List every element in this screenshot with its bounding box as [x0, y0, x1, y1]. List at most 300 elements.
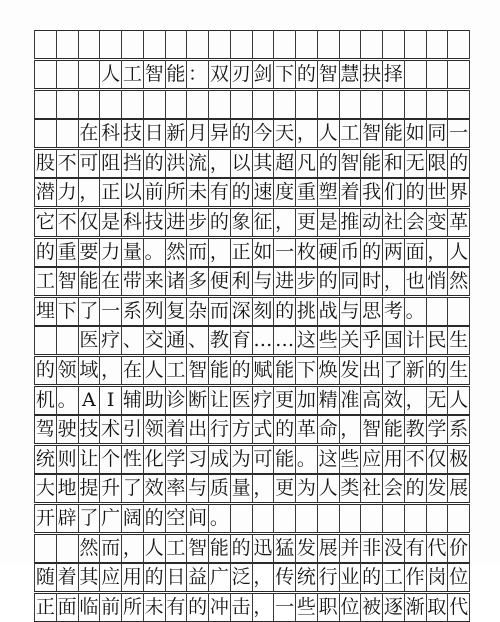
- grid-cell: 重: [56, 238, 78, 267]
- grid-cell: 能: [78, 267, 100, 296]
- grid-cell: 不: [404, 445, 426, 474]
- grid-cell: [447, 90, 470, 119]
- grid-cell: 医: [78, 326, 100, 355]
- grid-cell: …: [273, 326, 295, 355]
- grid-cell: 地: [56, 474, 78, 503]
- grid-cell: ，: [208, 149, 230, 178]
- grid-cell: [56, 60, 78, 89]
- grid-cell: 深: [230, 297, 252, 326]
- grid-cell: 的: [273, 415, 295, 444]
- title-row: [34, 60, 470, 89]
- grid-cell: 进: [165, 208, 187, 237]
- grid-cell: 塑: [317, 178, 339, 207]
- grid-cell: 今: [252, 119, 274, 148]
- text-row: [34, 149, 470, 178]
- grid-cell: 能: [165, 60, 187, 89]
- grid-cell: [165, 30, 187, 59]
- grid-cell: 新: [165, 119, 187, 148]
- grid-cell: ，: [273, 208, 295, 237]
- grid-cell: 是: [317, 208, 339, 237]
- grid-cell: 刻: [252, 297, 274, 326]
- grid-cell: 界: [447, 178, 470, 207]
- grid-cell: 生: [447, 326, 470, 355]
- grid-cell: [208, 90, 230, 119]
- grid-cell: 统: [34, 445, 56, 474]
- grid-cell: 剑: [252, 60, 274, 89]
- grid-cell: 质: [208, 474, 230, 503]
- grid-cell: [121, 90, 143, 119]
- grid-cell: 能: [208, 356, 230, 385]
- grid-cell: 更: [295, 208, 317, 237]
- grid-cell: 引: [121, 415, 143, 444]
- grid-cell: 交: [143, 326, 165, 355]
- grid-cell: 广: [99, 504, 121, 533]
- grid-cell: 人: [447, 238, 470, 267]
- grid-cell: 驾: [34, 415, 56, 444]
- grid-cell: 带: [121, 267, 143, 296]
- grid-cell: 智: [360, 415, 382, 444]
- grid-cell: 下: [56, 297, 78, 326]
- grid-cell: 未: [143, 593, 165, 622]
- grid-cell: 业: [339, 563, 361, 592]
- grid-cell: 科: [121, 208, 143, 237]
- grid-cell: 工: [339, 119, 361, 148]
- grid-cell: 育: [230, 326, 252, 355]
- grid-cell: 以: [121, 178, 143, 207]
- grid-cell: 的: [143, 149, 165, 178]
- grid-cell: [404, 90, 426, 119]
- grid-cell: 些: [295, 593, 317, 622]
- grid-cell: 学: [165, 445, 187, 474]
- grid-cell: 行: [317, 563, 339, 592]
- grid-cell: [99, 90, 121, 119]
- grid-cell: 推: [339, 208, 361, 237]
- grid-cell: 效: [143, 474, 165, 503]
- grid-cell: 工: [165, 356, 187, 385]
- grid-cell: 能: [273, 445, 295, 474]
- grid-cell: 了: [78, 504, 100, 533]
- grid-cell: 而: [99, 534, 121, 563]
- grid-cell: 挑: [295, 297, 317, 326]
- text-row: [34, 474, 470, 503]
- grid-cell: 的: [34, 238, 56, 267]
- grid-cell: 诸: [165, 267, 187, 296]
- grid-cell: 列: [143, 297, 165, 326]
- grid-cell: 社: [360, 474, 382, 503]
- grid-cell: 、: [186, 326, 208, 355]
- grid-cell: 步: [186, 208, 208, 237]
- grid-cell: 教: [208, 326, 230, 355]
- grid-cell: ，: [382, 267, 404, 296]
- grid-cell: 的: [295, 60, 317, 89]
- text-row: [34, 326, 470, 355]
- grid-cell: 的: [230, 534, 252, 563]
- grid-cell: 未: [186, 178, 208, 207]
- grid-cell: 作: [404, 563, 426, 592]
- grid-cell: 加: [295, 386, 317, 415]
- grid-cell: 正: [230, 238, 252, 267]
- grid-cell: [404, 60, 426, 89]
- grid-cell: 出: [360, 356, 382, 385]
- grid-cell: 新: [404, 356, 426, 385]
- grid-cell: ，: [208, 238, 230, 267]
- grid-cell: 没: [382, 534, 404, 563]
- grid-cell: [165, 90, 187, 119]
- grid-cell: 应: [360, 445, 382, 474]
- grid-cell: 象: [230, 208, 252, 237]
- grid-cell: 有: [404, 534, 426, 563]
- grid-cell: 月: [186, 119, 208, 148]
- grid-cell: 考: [382, 297, 404, 326]
- grid-cell: 极: [447, 445, 470, 474]
- grid-cell: 提: [78, 474, 100, 503]
- grid-cell: 些: [317, 326, 339, 355]
- grid-cell: 能: [382, 119, 404, 148]
- grid-cell: 一: [273, 238, 295, 267]
- grid-cell: [208, 30, 230, 59]
- grid-cell: 不: [56, 149, 78, 178]
- grid-cell: 统: [295, 563, 317, 592]
- grid-cell: 计: [404, 326, 426, 355]
- grid-cell: [34, 534, 56, 563]
- grid-cell: 然: [165, 238, 187, 267]
- grid-cell: 的: [208, 208, 230, 237]
- grid-cell: 力: [99, 238, 121, 267]
- grid-cell: 广: [208, 563, 230, 592]
- grid-cell: 凡: [295, 149, 317, 178]
- grid-cell: …: [252, 326, 274, 355]
- grid-cell: 能: [360, 149, 382, 178]
- grid-cell: 阔: [121, 504, 143, 533]
- grid-cell: 的: [273, 297, 295, 326]
- text-row: [34, 267, 470, 296]
- grid-cell: 来: [143, 267, 165, 296]
- grid-cell: 并: [339, 534, 361, 563]
- grid-cell: 用: [382, 445, 404, 474]
- grid-cell: 空: [165, 504, 187, 533]
- grid-cell: 在: [78, 119, 100, 148]
- grid-cell: 、: [121, 326, 143, 355]
- grid-cell: 量: [121, 238, 143, 267]
- grid-cell: 价: [447, 534, 470, 563]
- grid-cell: 的: [230, 119, 252, 148]
- grid-cell: [447, 504, 470, 533]
- grid-cell: 革: [295, 415, 317, 444]
- grid-cell: 工: [34, 267, 56, 296]
- grid-cell: 赋: [252, 356, 274, 385]
- grid-cell: 着: [56, 563, 78, 592]
- grid-cell: [252, 90, 274, 119]
- grid-cell: 同: [339, 267, 361, 296]
- grid-cell: 准: [339, 386, 361, 415]
- grid-cell: 机: [34, 386, 56, 415]
- grid-cell: 。: [404, 297, 426, 326]
- grid-cell: [447, 60, 470, 89]
- grid-cell: [34, 119, 56, 148]
- grid-cell: 步: [295, 267, 317, 296]
- grid-cell: 能: [208, 534, 230, 563]
- grid-cell: 猛: [273, 534, 295, 563]
- grid-cell: 会: [404, 208, 426, 237]
- grid-cell: 驶: [56, 415, 78, 444]
- text-row: [34, 563, 470, 592]
- grid-cell: 世: [426, 178, 448, 207]
- grid-cell: 应: [99, 563, 121, 592]
- grid-cell: [339, 90, 361, 119]
- grid-cell: 代: [447, 593, 470, 622]
- grid-cell: 杂: [186, 297, 208, 326]
- grid-cell: [56, 30, 78, 59]
- grid-cell: [295, 504, 317, 533]
- grid-cell: [426, 90, 448, 119]
- grid-cell: 面: [56, 593, 78, 622]
- grid-cell: 了: [121, 474, 143, 503]
- grid-cell: 工: [382, 563, 404, 592]
- grid-cell: 流: [186, 149, 208, 178]
- grid-cell: 传: [273, 563, 295, 592]
- grid-cell: 能: [382, 415, 404, 444]
- grid-cell: [339, 30, 361, 59]
- grid-cell: 战: [317, 297, 339, 326]
- grid-cell: 两: [382, 238, 404, 267]
- grid-cell: 着: [165, 415, 187, 444]
- grid-cell: 技: [78, 415, 100, 444]
- grid-cell: [78, 30, 100, 59]
- grid-cell: 日: [165, 563, 187, 592]
- grid-cell: [360, 30, 382, 59]
- grid-cell: 了: [382, 356, 404, 385]
- grid-cell: I: [99, 386, 121, 415]
- grid-cell: 的: [186, 593, 208, 622]
- text-row: [34, 593, 470, 622]
- grid-cell: 正: [34, 593, 56, 622]
- grid-cell: 人: [317, 119, 339, 148]
- grid-cell: 则: [56, 445, 78, 474]
- grid-cell: 我: [360, 178, 382, 207]
- grid-cell: 力: [56, 178, 78, 207]
- grid-cell: 慧: [339, 60, 361, 89]
- grid-cell: 的: [404, 178, 426, 207]
- grid-cell: 与: [186, 474, 208, 503]
- text-row: [34, 297, 470, 326]
- grid-cell: 它: [34, 208, 56, 237]
- grid-cell: 为: [230, 445, 252, 474]
- grid-cell: 会: [382, 474, 404, 503]
- grid-cell: [382, 504, 404, 533]
- grid-cell: 前: [99, 593, 121, 622]
- grid-cell: [360, 504, 382, 533]
- grid-cell: 助: [143, 386, 165, 415]
- grid-cell: [426, 60, 448, 89]
- grid-cell: 发: [295, 534, 317, 563]
- grid-cell: [426, 504, 448, 533]
- grid-cell: 泛: [230, 563, 252, 592]
- grid-cell: 渐: [404, 593, 426, 622]
- grid-cell: 股: [34, 149, 56, 178]
- grid-cell: [317, 90, 339, 119]
- grid-cell: ，: [121, 534, 143, 563]
- grid-cell: 也: [404, 267, 426, 296]
- grid-cell: 革: [447, 208, 470, 237]
- grid-cell: 异: [208, 119, 230, 148]
- grid-cell: 变: [426, 208, 448, 237]
- grid-cell: 人: [99, 60, 121, 89]
- grid-cell: [273, 90, 295, 119]
- grid-cell: 性: [121, 445, 143, 474]
- grid-cell: 抉: [360, 60, 382, 89]
- grid-cell: ，: [252, 563, 274, 592]
- grid-cell: 所: [165, 178, 187, 207]
- grid-cell: [426, 297, 448, 326]
- grid-cell: 医: [230, 386, 252, 415]
- grid-cell: 取: [426, 593, 448, 622]
- grid-cell: [339, 504, 361, 533]
- grid-cell: [230, 504, 252, 533]
- grid-cell: 职: [317, 593, 339, 622]
- grid-cell: 开: [34, 504, 56, 533]
- grid-cell: 让: [208, 386, 230, 415]
- grid-cell: 智: [186, 356, 208, 385]
- grid-cell: 岗: [426, 563, 448, 592]
- grid-cell: [143, 90, 165, 119]
- grid-cell: 科: [99, 119, 121, 148]
- grid-cell: 可: [78, 149, 100, 178]
- grid-cell: 智: [56, 267, 78, 296]
- grid-cell: 这: [295, 326, 317, 355]
- grid-cell: 效: [382, 386, 404, 415]
- text-row: [34, 504, 470, 533]
- grid-cell: 复: [165, 297, 187, 326]
- grid-cell: 益: [186, 563, 208, 592]
- grid-cell: 疗: [99, 326, 121, 355]
- grid-cell: 与: [252, 267, 274, 296]
- grid-cell: 在: [121, 356, 143, 385]
- grid-cell: 如: [404, 119, 426, 148]
- grid-cell: 。: [143, 238, 165, 267]
- grid-cell: 下: [273, 60, 295, 89]
- grid-cell: 式: [252, 415, 274, 444]
- grid-cell: 展: [317, 534, 339, 563]
- grid-cell: 的: [426, 356, 448, 385]
- grid-cell: 的: [360, 563, 382, 592]
- grid-cell: 辅: [121, 386, 143, 415]
- grid-cell: [252, 504, 274, 533]
- grid-cell: 非: [360, 534, 382, 563]
- text-row: [34, 178, 470, 207]
- grid-cell: 系: [121, 297, 143, 326]
- grid-cell: 日: [143, 119, 165, 148]
- grid-cell: 代: [426, 534, 448, 563]
- grid-cell: 重: [295, 178, 317, 207]
- grid-cell: [34, 60, 56, 89]
- grid-cell: [273, 30, 295, 59]
- grid-cell: 有: [165, 593, 187, 622]
- grid-cell: 可: [252, 445, 274, 474]
- grid-cell: 智: [317, 60, 339, 89]
- grid-cell: 临: [78, 593, 100, 622]
- grid-cell: ，: [252, 593, 274, 622]
- grid-cell: [404, 504, 426, 533]
- grid-cell: 仅: [426, 445, 448, 474]
- text-row: [34, 90, 470, 119]
- text-row: [34, 356, 470, 385]
- grid-cell: 多: [186, 267, 208, 296]
- grid-cell: 更: [273, 474, 295, 503]
- grid-cell: 前: [143, 178, 165, 207]
- grid-cell: 在: [99, 267, 121, 296]
- text-row: [34, 208, 470, 237]
- grid-cell: 成: [208, 445, 230, 474]
- grid-cell: [99, 30, 121, 59]
- grid-cell: 技: [143, 208, 165, 237]
- grid-cell: 面: [404, 238, 426, 267]
- grid-cell: 天: [273, 119, 295, 148]
- grid-cell: 领: [143, 415, 165, 444]
- grid-cell: 冲: [208, 593, 230, 622]
- grid-cell: 乎: [360, 326, 382, 355]
- grid-cell: ，: [252, 474, 274, 503]
- grid-cell: 命: [317, 415, 339, 444]
- grid-cell: 位: [447, 563, 470, 592]
- grid-cell: 和: [382, 149, 404, 178]
- grid-cell: 间: [186, 504, 208, 533]
- grid-cell: 的: [143, 563, 165, 592]
- grid-cell: [447, 30, 470, 59]
- grid-cell: ：: [186, 60, 208, 89]
- grid-cell: 升: [99, 474, 121, 503]
- grid-cell: 限: [426, 149, 448, 178]
- grid-cell: 下: [295, 356, 317, 385]
- grid-cell: 要: [78, 238, 100, 267]
- grid-cell: 发: [339, 356, 361, 385]
- text-row: [34, 445, 470, 474]
- grid-cell: 技: [121, 119, 143, 148]
- grid-cell: [34, 90, 56, 119]
- grid-cell: 洪: [165, 149, 187, 178]
- text-row: [34, 30, 470, 59]
- grid-cell: [404, 30, 426, 59]
- grid-cell: [382, 30, 404, 59]
- grid-cell: 工: [121, 60, 143, 89]
- grid-cell: 与: [339, 297, 361, 326]
- grid-cell: 人: [317, 474, 339, 503]
- grid-cell: 其: [78, 563, 100, 592]
- grid-cell: 被: [360, 593, 382, 622]
- grid-cell: 而: [186, 238, 208, 267]
- grid-cell: 为: [295, 474, 317, 503]
- grid-cell: [317, 504, 339, 533]
- grid-cell: [295, 90, 317, 119]
- grid-cell: [143, 30, 165, 59]
- grid-cell: 断: [186, 386, 208, 415]
- grid-cell: 正: [99, 178, 121, 207]
- grid-cell: 的: [34, 356, 56, 385]
- grid-cell: 人: [143, 534, 165, 563]
- grid-cell: [317, 30, 339, 59]
- grid-cell: 速: [252, 178, 274, 207]
- grid-cell: ，: [404, 386, 426, 415]
- grid-cell: 其: [252, 149, 274, 178]
- grid-cell: 行: [208, 415, 230, 444]
- grid-cell: [56, 119, 78, 148]
- grid-cell: 时: [360, 267, 382, 296]
- grid-cell: 无: [426, 386, 448, 415]
- text-row: [34, 415, 470, 444]
- grid-cell: [447, 297, 470, 326]
- grid-cell: 无: [404, 149, 426, 178]
- grid-cell: 关: [339, 326, 361, 355]
- grid-cell: 币: [339, 238, 361, 267]
